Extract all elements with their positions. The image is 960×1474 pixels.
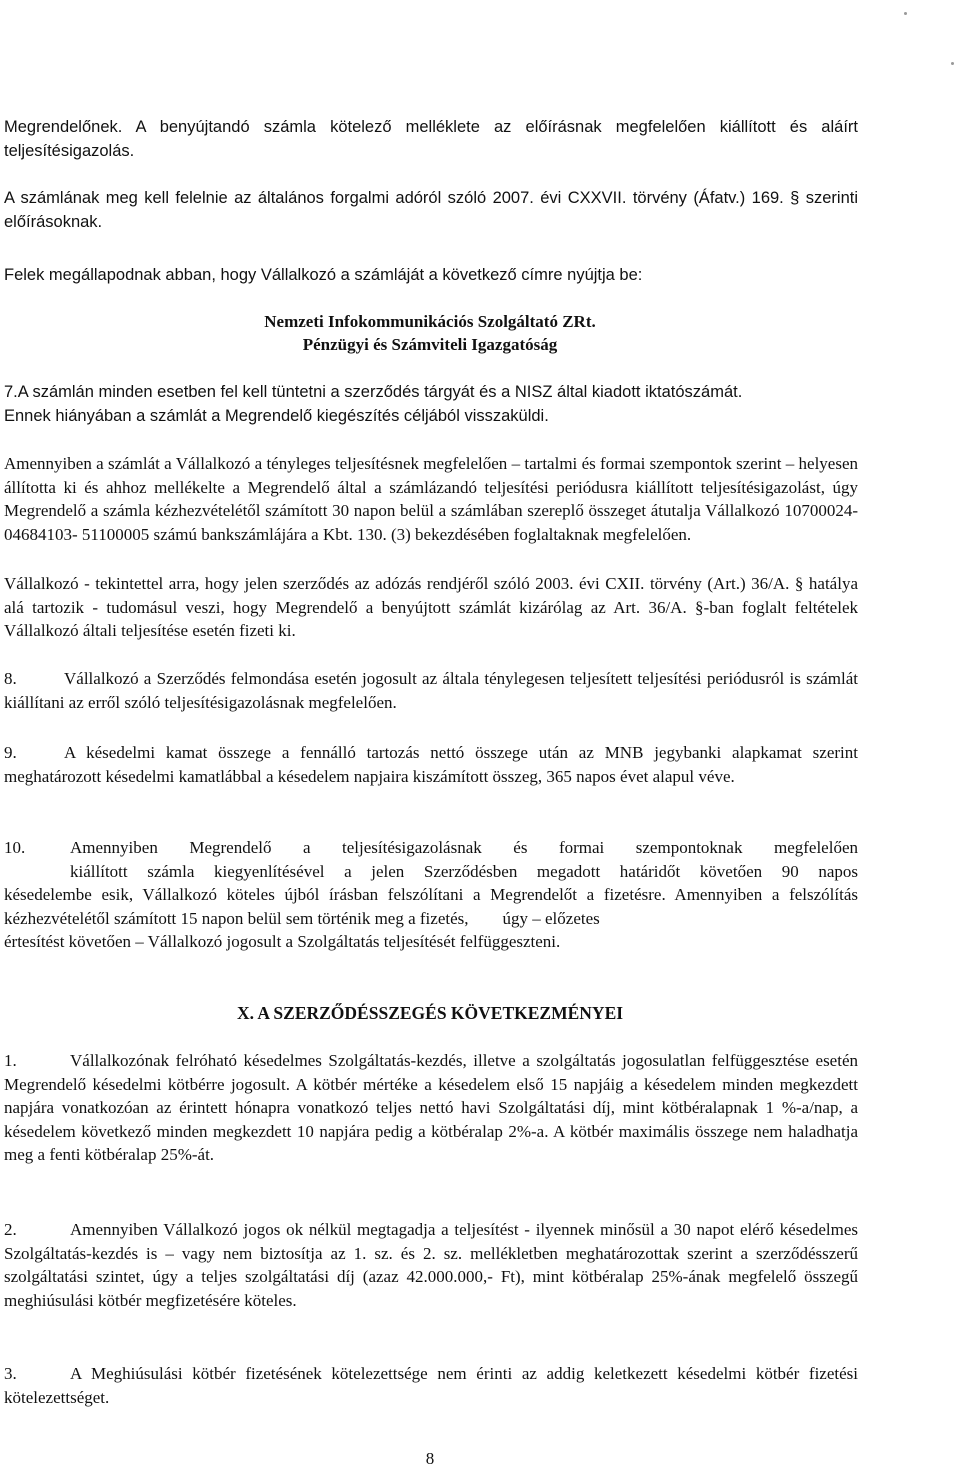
clause-2-number: 2. [4, 1220, 17, 1239]
clause-3 [4, 1362, 858, 1409]
clause-3-text: A Meghiúsulási kötbér fizetésének kötelezettsége nem érinti az addig keletkezett késedelmi kötbér fizetési kötelezettséget. [4, 1364, 858, 1407]
paragraph-vat-law: A számlának meg kell felelnie az általános forgalmi adóról szóló 2007. évi CXXVII. törvény (Áfatv.) 169. § szerinti előírásoknak. [4, 189, 858, 231]
section-heading: X. A SZERZŐDÉSSZEGÉS KÖVETKEZMÉNYEI [236, 1003, 624, 1023]
clause-1 [4, 1049, 858, 1167]
scan-speck [904, 12, 907, 15]
page-number: 8 [425, 1449, 435, 1468]
clause-1-text: Vállalkozónak felróható késedelmes Szolgáltatás-kezdés, illetve a szolgáltatás jogosulatlan felfüggesztése esetén Megrendelő késedelmi kötbérre jogosult. A kötbér mértéke a késedelem első 15 napjáig a késedelem minden megkezdett napjára vonatkozóan az érintett hónapra vonatkozó teljes nettó havi Szolgáltatási díj, mint kötbéralapnak 1 %-a/nap, a késedelem következő minden megkezdett 10 napjára pedig a kötbéralap 2%-a. A kötbér maximális összege nem haladhatja meg a fenti kötbéralap 25%-át. [4, 1051, 858, 1164]
address-company: Nemzeti Infokommunikációs Szolgáltató ZRt. [264, 312, 596, 331]
clause-1-number: 1. [4, 1051, 17, 1070]
clause-2-text: Amennyiben Vállalkozó jogos ok nélkül megtagadja a teljesítést - ilyennek minősül a 30 napot elérő késedelmes Szolgáltatás-kezdés is – vagy nem biztosítja az 1. sz. és 2. sz. mellékletben meghatározottak szerint a szerződésszerű szolgáltatási szintet, úgy a teljes szolgáltatási díj (azaz 42.000.000,- Ft), mint kötbéralap 25%-ának megfelelő összegű meghiúsulási kötbér megfizetésére köteles. [4, 1220, 858, 1310]
paragraph-10-number: 10. [4, 838, 26, 857]
paragraph-payment-terms: Amennyiben a számlát a Vállalkozó a tényleges teljesítésnek megfelelően – tartalmi és formai szempontok szerint – helyesen állította ki és ahhoz mellékelte a Megrendelő által a számlázandó teljesítési periódusra kiállított teljesítésigazolást, úgy Megrendelő a számla kézhezvételétől számított 30 napon belül a számlában szereplő összeget átutalja Vállalkozó 10700024-04684103- 51100005 számú bankszámlájára a Kbt. 130. (3) bekezdésében foglaltaknak megfelelően. [4, 454, 858, 544]
paragraph-10-end: értesítést követően – Vállalkozó jogosult a Szolgáltatás teljesítését felfüggeszteni. [4, 932, 561, 951]
clause-3-number: 3. [4, 1364, 17, 1383]
paragraph-9-number: 9. [4, 743, 17, 762]
paragraph-10 [4, 836, 858, 954]
paragraph-art-36a: Vállalkozó - tekintettel arra, hogy jelen szerződés az adózás rendjéről szóló 2003. évi CXII. törvény (Art.) 36/A. § hatálya alá tartozik - tudomásul veszi, hogy Megrendelő a benyújtott számlát kizárólag az Art. 36/A. §-ban foglalt feltételek Vállalkozó általi teljesítése esetén fizeti ki. [4, 574, 858, 640]
paragraph-10-line2: kiállított számla kiegyenlítésével a jelen Szerződésben megadott határidőt követően 90 napos [70, 861, 858, 881]
scan-speck [951, 62, 954, 65]
paragraph-7 [4, 381, 858, 428]
paragraph-10-line1: 10. Amennyiben Megrendelő a teljesítésigazolásnak és formai szempontoknak megfelelően [4, 836, 858, 860]
paragraph-7-line2: Ennek hiányában a számlát a Megrendelő kiegészítés céljából visszaküldi. [4, 406, 549, 425]
paragraph-address-intro: Felek megállapodnak abban, hogy Vállalkozó a számláját a következő címre nyújtja be: [4, 266, 643, 284]
paragraph-7-line1: 7.A számlán minden esetben fel kell tüntetni a szerződés tárgyát és a NISZ által kiadott iktatószámát. [4, 383, 743, 401]
paragraph-9 [4, 741, 858, 788]
paragraph-invoice-attachment: Megrendelőnek. A benyújtandó számla kötelező melléklete az előírásnak megfelelően kiállított és aláírt teljesítésigazolás. [4, 118, 858, 160]
paragraph-8-text: Vállalkozó a Szerződés felmondása esetén jogosult az általa ténylegesen teljesített teljesítési periódusról is számlát kiállítani az erről szóló teljesítésigazolásnak megfelelően. [4, 669, 858, 712]
clause-2 [4, 1218, 858, 1312]
address-department: Pénzügyi és Számviteli Igazgatóság [302, 335, 558, 354]
paragraph-10-body: késedelembe esik, Vállalkozó köteles újból írásban felszólítani a Megrendelőt a fizetésre. Amennyiben a felszólítás kézhezvételétől számított 15 napon belül sem történik meg a fizetés, úgy – előzetes [4, 885, 858, 928]
paragraph-8 [4, 667, 858, 714]
paragraph-9-text: A késedelmi kamat összege a fennálló tartozás nettó összege után az MNB jegybanki alapkamat szerint meghatározott késedelmi kamatlábbal a késedelem napjaira kiszámított összeg, 365 napos évet alapul véve. [4, 743, 858, 786]
paragraph-8-number: 8. [4, 669, 17, 688]
